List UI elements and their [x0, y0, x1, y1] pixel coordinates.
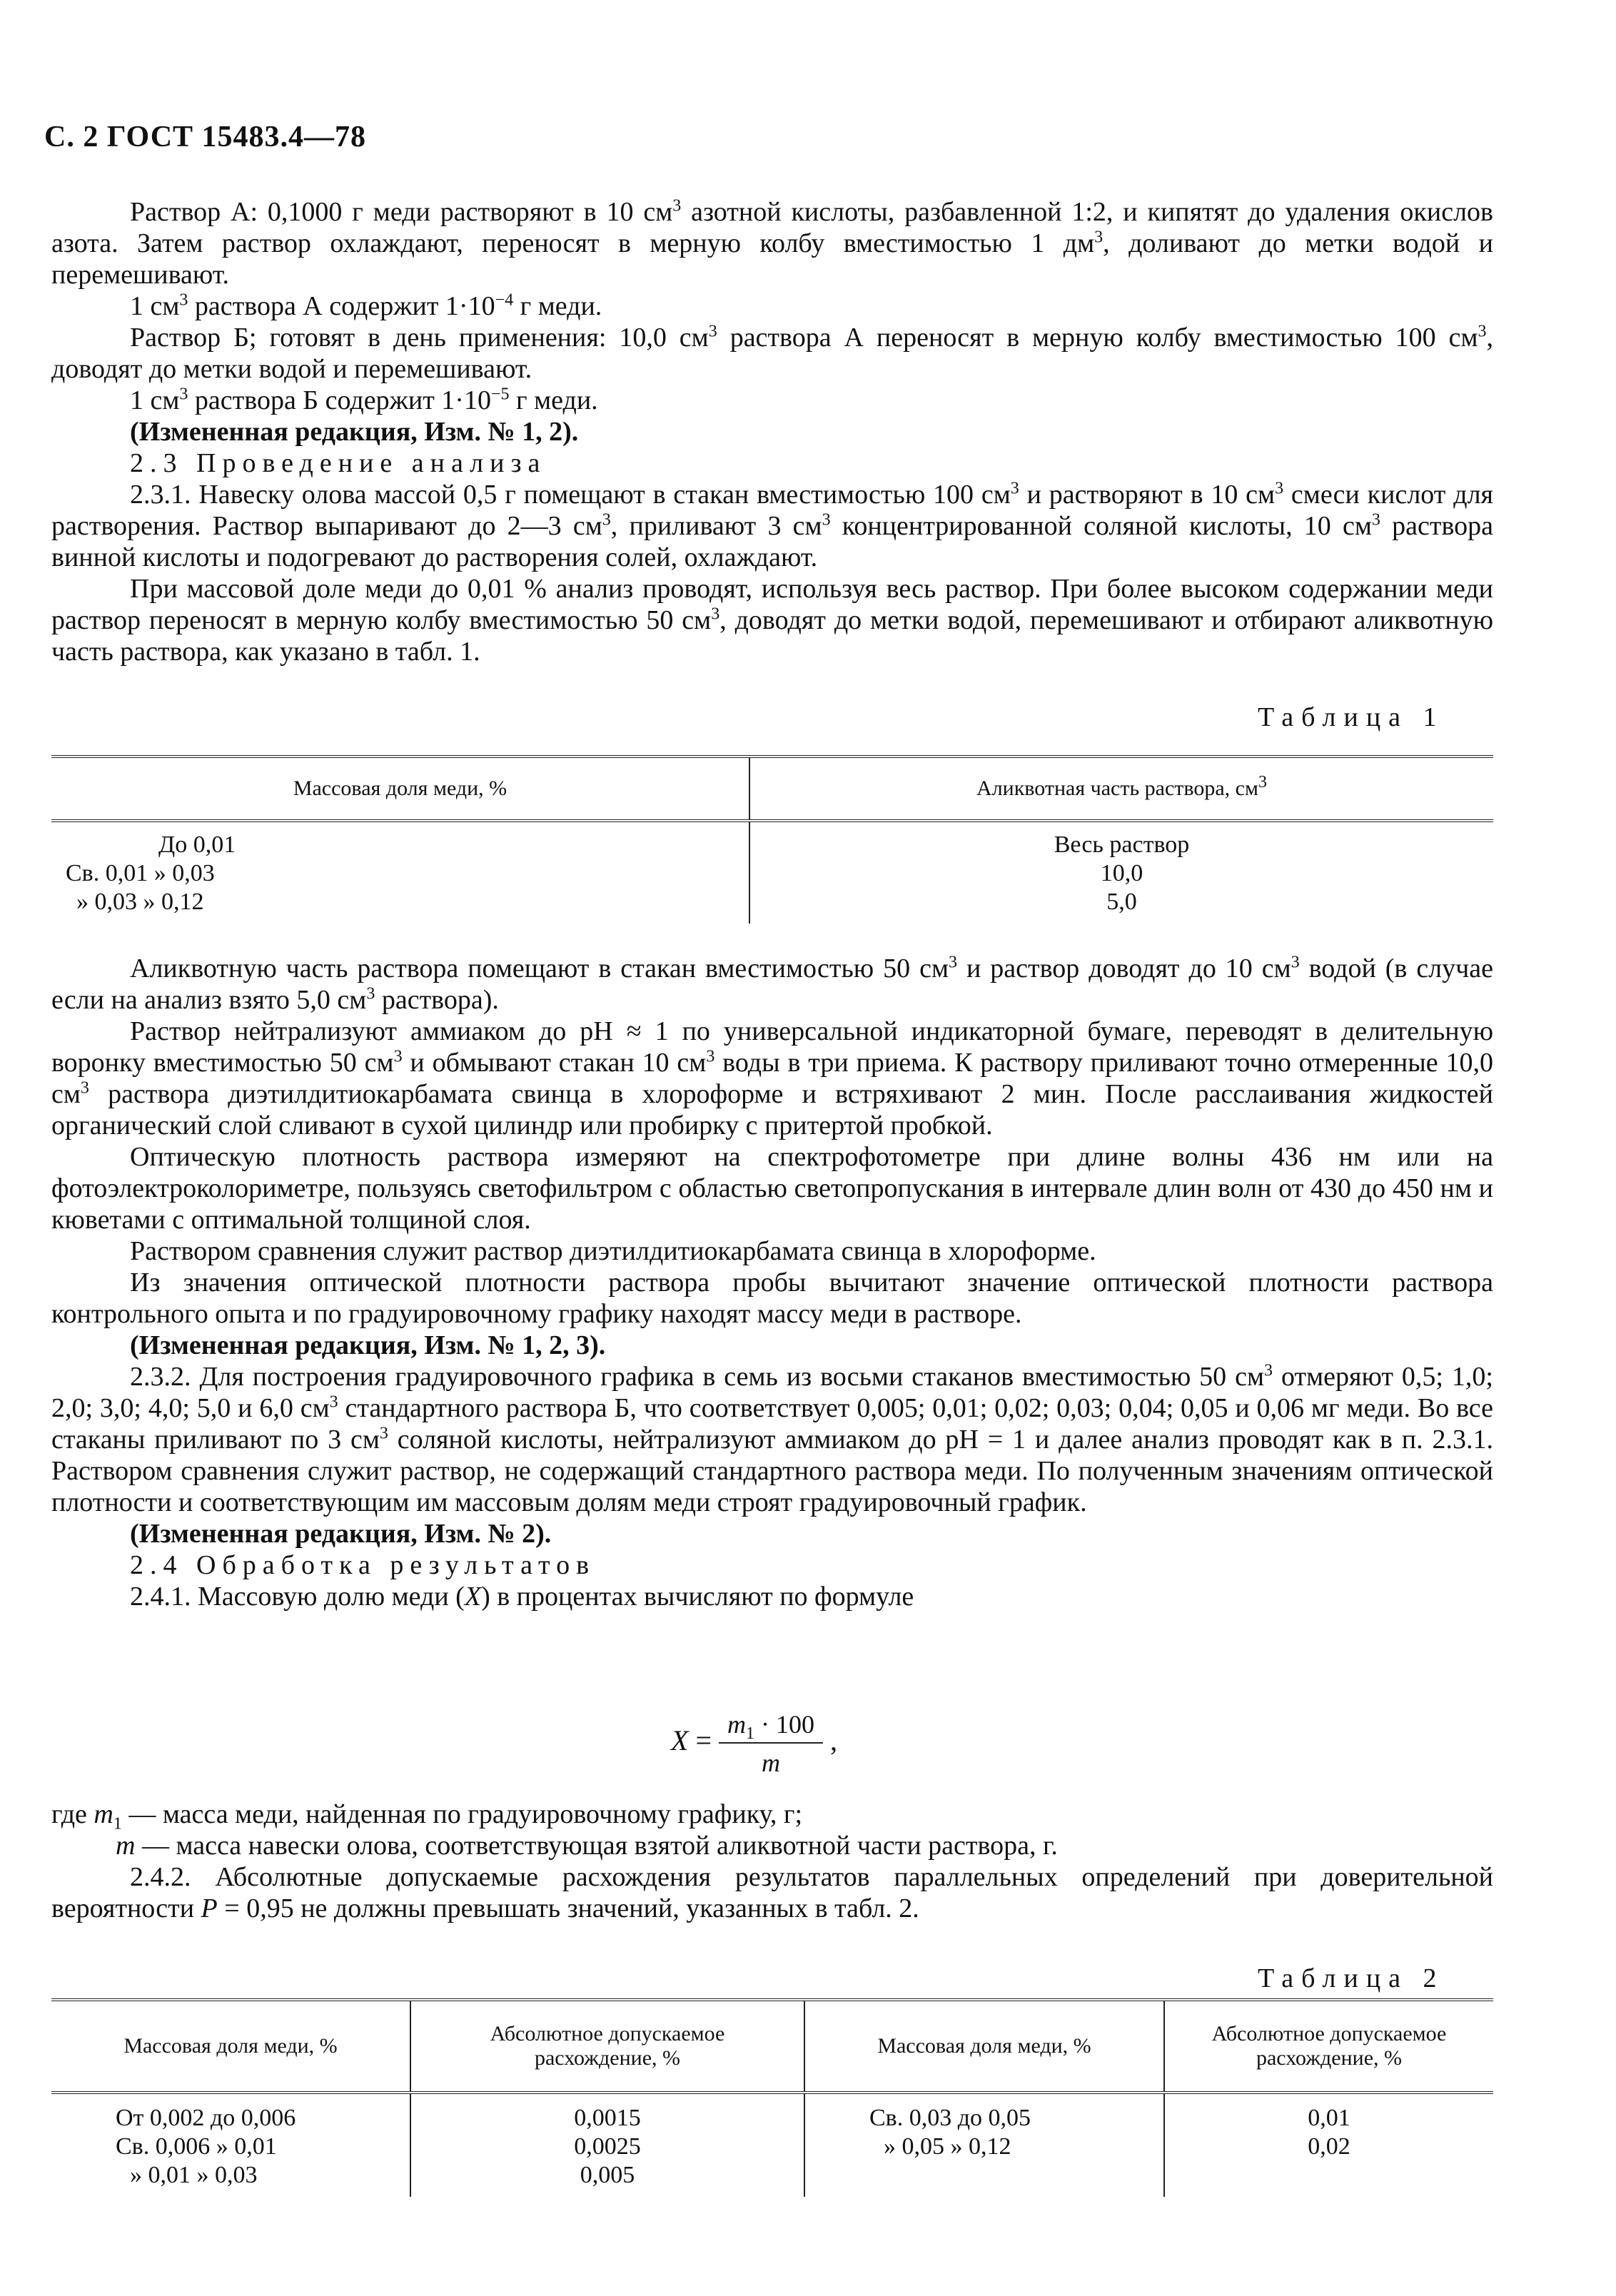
formula-legend-m: m — масса навески олова, соответствующая взятой аликвотной части раствора, г. [116, 1831, 1058, 1861]
paragraph-aliquot-selection: При массовой доле меди до 0,01 % анализ проводят, используя весь раствор. При более высоком содержании меди раствор переносят в мерную колбу вместимостью 50 $см^3$, доводят до метки водой, перемешивают и отбирают аликвотную часть раствора, как указано в табл. 1. [51, 574, 1494, 667]
table1-cell: Св. 0,01 » 0,03 [51, 859, 749, 888]
table2-header-discrepancy-1: Абсолютное допускаемое расхождение, % [410, 2000, 804, 2093]
amendment-note-2: (Измененная редакция, Изм. № 1, 2, 3). [130, 1330, 606, 1360]
paragraph-2-3-2: 2.3.2. Для построения градуировочного графика в семь из восьми стаканов вместимостью 50 $см^3$ отмеряют 0,5; 1,0; 2,0; 3,0; 4,0; 5,0 и 6,0 $см^3$ стандартного раствора Б, что соответствует 0,005; 0,01; 0,02; 0,03; 0,04; 0,05 и 0,06 мг меди. Во все стаканы приливают по 3 $см^3$ соляной кислоты, нейтрализуют аммиаком до pH = 1 и далее анализ проводят как в п. 2.3.1. Раствором сравнения служит раствор, не содержащий стандартного раствора меди. По полученным значениям оптической плотности и соответствующим им массовым долям меди строят градуировочный график. [51, 1361, 1493, 1517]
paragraph-2-4-2: 2.4.2. Абсолютные допускаемые расхождения результатов параллельных определений при доверительной вероятности P = 0,95 не должны превышать значений, указанных в табл. 2. [51, 1862, 1493, 1923]
table-row [51, 859, 1493, 888]
table1-cell: 10,0 [1100, 860, 1143, 886]
paragraph-reference-solution: Раствором сравнения служит раствор диэтилдитиокарбамата свинца в хлороформе. [130, 1236, 1096, 1266]
amendment-note-1: (Измененная редакция, Изм. № 1, 2). [130, 417, 579, 447]
table-row [51, 2161, 1493, 2197]
table2-cell: 0,0025 [410, 2133, 804, 2161]
table2-cell: 0,005 [410, 2161, 804, 2197]
paragraph-solution-b: Раствор Б; готовят в день применения: 10,0 $см^3$ раствора А переносят в мерную колбу вместимостью 100 $см^3$, доводят до метки водой и перемешивают. [51, 322, 1493, 384]
section-heading-results: 2.4 Обработка результатов [130, 1550, 596, 1580]
table-row [51, 821, 1493, 859]
table2-header-mass-fraction-2: Массовая доля меди, % [804, 2000, 1164, 2093]
text-block-1 [51, 196, 1493, 667]
formula-legend-m1: где $m_1$ — масса меди, найденная по градуировочному графику, г; [51, 1799, 803, 1834]
formula-equals: = [695, 1724, 712, 1757]
table2-header-mass-fraction-1: Массовая доля меди, % [51, 2000, 410, 2093]
table1-caption: Таблица 1 [1258, 702, 1445, 732]
table2-cell: » 0,01 » 0,03 [51, 2161, 410, 2197]
table-2 [51, 1998, 1493, 2197]
paragraph-2-3-1: 2.3.1. Навеску олова массой 0,5 г помещают в стакан вместимостью 100 $см^3$ и растворяют в 10 $см^3$ смеси кислот для растворения. Раствор выпаривают до 2—3 $см^3$, приливают 3 $см^3$ концентрированной соляной кислоты, 10 $см^3$ раствора винной кислоты и подогревают до растворения солей, охлаждают. [51, 479, 1494, 572]
amendment-note-3: (Измененная редакция, Изм. № 2). [130, 1519, 552, 1549]
table1-header-mass-fraction: Массовая доля меди, % [51, 757, 749, 821]
table2-cell [1164, 2161, 1493, 2197]
table2-caption: Таблица 2 [1258, 1963, 1445, 1993]
table2-cell: 0,01 [1308, 2105, 1350, 2131]
table-row [51, 2093, 1493, 2133]
table1-header-aliquot: Аликвотная часть раствора, $см^3$ [749, 757, 1493, 821]
table2-cell: От 0,002 до 0,006 [51, 2093, 410, 2133]
table1-cell: » 0,03 » 0,12 [51, 888, 749, 924]
table2-header-discrepancy-2: Абсолютное допускаемое расхождение, % [1164, 2000, 1493, 2093]
table-row [51, 2133, 1493, 2161]
table2-cell: Св. 0,03 до 0,05 [804, 2093, 1164, 2133]
paragraph-blank-subtraction: Из значения оптической плотности раствора пробы вычитают значение оптической плотности раствора контрольного опыта и по градуировочному графику находят массу меди в растворе. [51, 1268, 1493, 1329]
paragraph-solution-a: Раствор А: 0,1000 г меди растворяют в 10 $см^3$ азотной кислоты, разбавленной 1:2, и кипятят до удаления окислов азота. Затем раствор охлаждают, переносят в мерную колбу вместимостью 1 $дм^3$, доливают до метки водой и перемешивают. [51, 196, 1493, 290]
paragraph-optical-density: Оптическую плотность раствора измеряют на спектрофотометре при длине волны 436 нм или на фотоэлектроколориметре, пользуясь светофильтром с областью светопропускания в интервале длин волн от 430 до 450 нм и кюветами с оптимальной толщиной слоя. [51, 1142, 1493, 1235]
table1-cell: 5,0 [1106, 889, 1137, 915]
table2-cell: Св. 0,006 » 0,01 [51, 2133, 410, 2161]
table2-cell: » 0,05 » 0,12 [804, 2133, 1164, 2161]
text-block-3 [51, 1799, 1493, 1924]
formula-mass-fraction: X = $\frac{m_1 \cdot 100}{m}$ , [671, 1710, 837, 1777]
table2-cell [804, 2161, 1164, 2197]
formula-fraction: $\frac{m_1 \cdot 100}{m}$ [719, 1709, 823, 1778]
table-row [51, 888, 1493, 924]
table2-cell: 0,0015 [410, 2093, 804, 2133]
text-block-2 [51, 953, 1493, 1612]
table-1 [51, 755, 1493, 924]
paragraph-neutralization: Раствор нейтрализуют аммиаком до pH ≈ 1 по универсальной индикаторной бумаге, переводят в делительную воронку вместимостью 50 $см^3$ и обмывают стакан 10 $см^3$ воды в три приема. К раствору приливают точно отмеренные 10,0 $см^3$ раствора диэтилдитиокарбамата свинца в хлороформе и встряхивают 2 мин. После расслаивания жидкостей органический слой сливают в сухой цилиндр или пробирку с притертой пробкой. [51, 1016, 1493, 1141]
paragraph-solution-a-content: 1 $см^3$ раствора А содержит $1\cdot 10^{-4}$ г меди. [130, 290, 602, 321]
table1-cell: До 0,01 [51, 821, 749, 859]
paragraph-2-4-1: 2.4.1. Массовую долю меди (X) в процентах вычисляют по формуле [130, 1582, 914, 1612]
paragraph-aliquot-dilution: Аликвотную часть раствора помещают в стакан вместимостью 50 $см^3$ и раствор доводят до 10 $см^3$ водой (в случае если на анализ взято 5,0 $см^3$ раствора). [51, 953, 1493, 1015]
page-header: С. 2 ГОСТ 15483.4—78 [44, 121, 367, 153]
section-heading-analysis: 2.3 Проведение анализа [130, 448, 547, 478]
table1-cell: Весь раствор [1054, 831, 1190, 858]
formula-lhs: X [671, 1724, 689, 1757]
paragraph-solution-b-content: 1 $см^3$ раствора Б содержит $1\cdot 10^{-5}$ г меди. [130, 385, 598, 415]
table2-cell: 0,02 [1308, 2133, 1350, 2160]
